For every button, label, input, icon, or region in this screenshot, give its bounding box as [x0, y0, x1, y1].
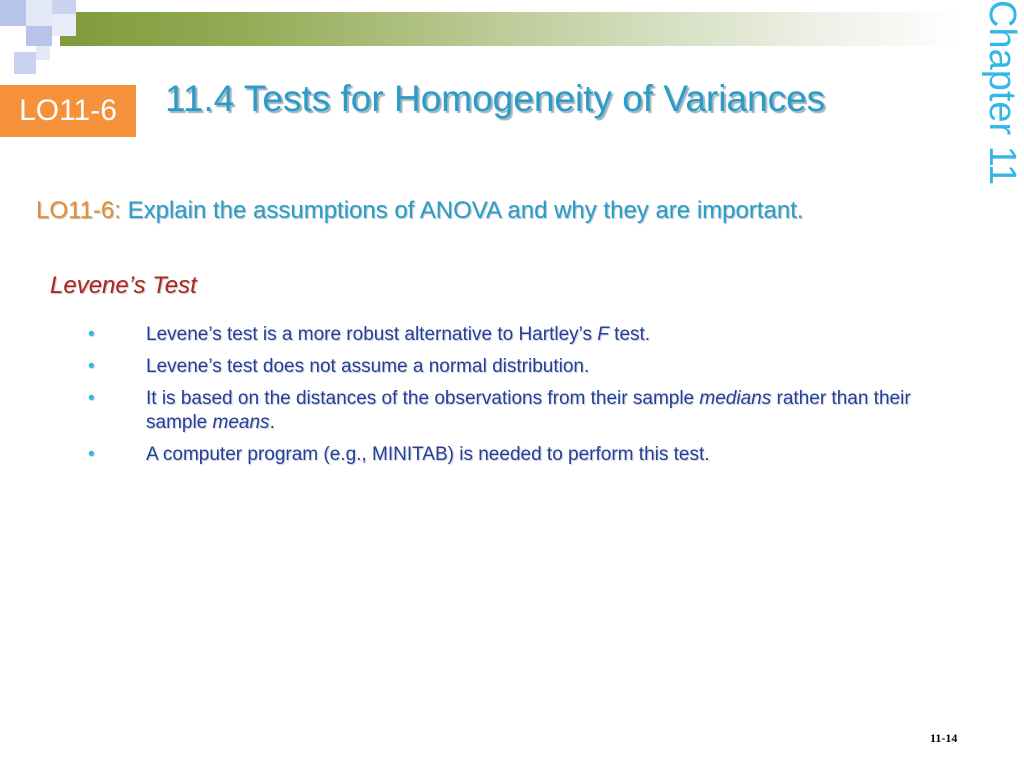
bullet-text: Levene’s test does not assume a normal distribution.	[146, 356, 590, 377]
bullet-text: Levene’s test is a more robust alternative to Hartley’s	[146, 324, 598, 345]
decor-square	[52, 0, 76, 14]
section-heading: Levene’s Test	[50, 272, 197, 299]
lo-badge: LO11-6	[0, 85, 136, 137]
objective-code: LO11-6:	[36, 197, 121, 224]
bullet-emphasis: medians	[699, 388, 772, 409]
page-number: 11-14	[930, 731, 958, 745]
learning-objective	[36, 197, 804, 225]
bullet-icon: •	[88, 388, 95, 409]
slide-title: 11.4 Tests for Homogeneity of Variances	[165, 78, 826, 119]
objective-text: Explain the assumptions of ANOVA and why they are important.	[127, 197, 804, 224]
bullet-emphasis: means	[212, 412, 270, 433]
bullet-text: A computer program (e.g., MINITAB) is needed to perform this test.	[146, 444, 710, 465]
bullet-icon: •	[88, 444, 95, 465]
decor-square	[52, 14, 76, 36]
decor-square	[14, 52, 36, 74]
bullet-item	[88, 323, 968, 347]
bullet-item	[88, 443, 968, 467]
bullet-icon: •	[88, 324, 95, 345]
bullet-emphasis: F	[597, 324, 609, 345]
decor-square	[0, 0, 26, 26]
bullet-text: test.	[608, 324, 651, 345]
bullet-item	[88, 387, 968, 435]
decor-square	[36, 46, 50, 60]
bullet-text: It is based on the distances of the observations from their sample	[146, 388, 700, 409]
decor-square	[0, 26, 26, 52]
bullet-text: .	[269, 412, 275, 433]
bullet-list	[88, 323, 968, 475]
decor-square	[26, 26, 52, 46]
bullet-text: rather than their sample	[146, 388, 911, 433]
chapter-label: Chapter 11	[981, 0, 1023, 186]
decor-square	[26, 0, 52, 26]
header-gradient-bar	[60, 12, 960, 46]
bullet-icon: •	[88, 356, 95, 377]
bullet-item	[88, 355, 968, 379]
